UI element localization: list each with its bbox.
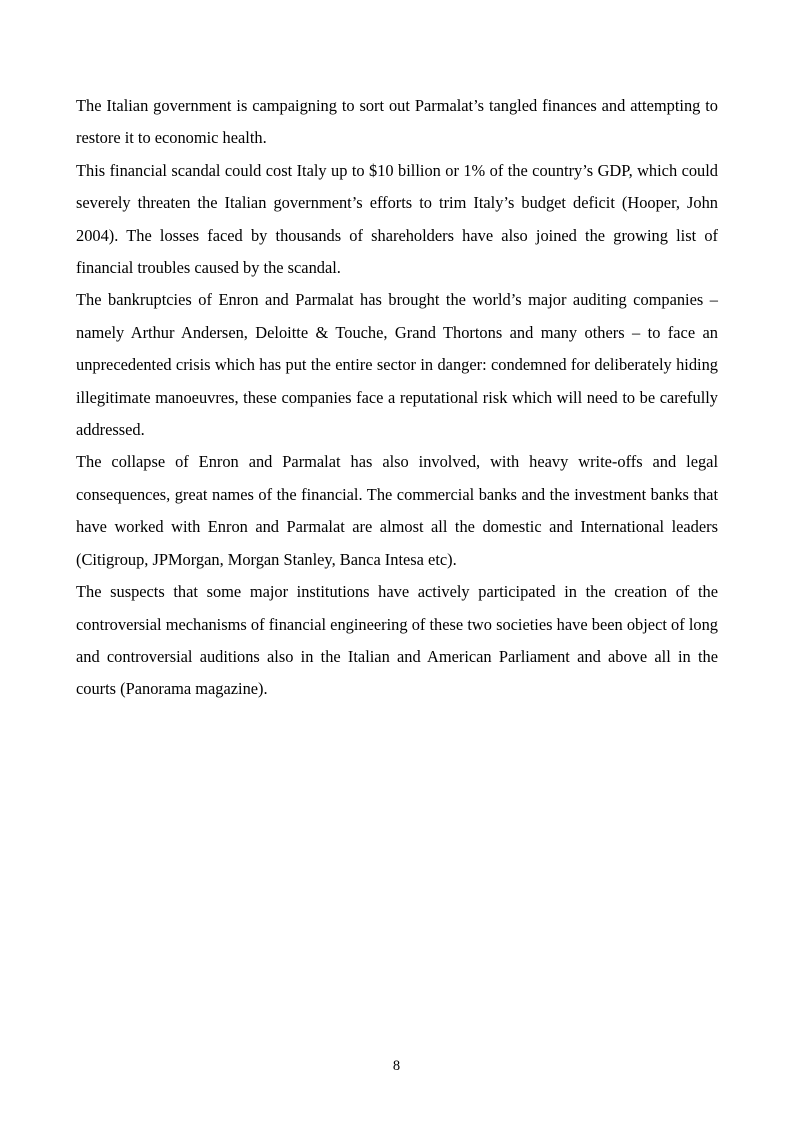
paragraph-scandal-cost: This financial scandal could cost Italy up to $10 billion or 1% of the country’s GDP, which could severely threaten the Italian government’s efforts to trim Italy’s budget deficit (Hooper, John 2004). The losses faced by thousands of shareholders have also joined the growing list of financial troubles caused by the scandal.: [76, 160, 718, 278]
page-number: 8: [392, 1058, 401, 1074]
paragraph-auditing-crisis: The bankruptcies of Enron and Parmalat has brought the world’s major auditing companies –namely Arthur Andersen, Deloitte & Touche, Grand Thortons and many others – to face an unprecedented crisis which has put the entire sector in danger: condemned for deliberately hiding illegitimate manoeuvres, these companies face a reputational risk which will need to be carefully addressed.: [76, 290, 718, 440]
paragraph-parmalat-finances: The Italian government is campaigning to sort out Parmalat’s tangled finances and attempting to restore it to economic health.: [76, 96, 718, 148]
body-text: [76, 90, 718, 706]
paragraph-banks-involved: The collapse of Enron and Parmalat has also involved, with heavy write-offs and legal consequences, great names of the financial. The commercial banks and the investment banks that have worked with Enron and Parmalat are almost all the domestic and International leaders (Citigroup, JPMorgan, Morgan Stanley, Banca Intesa etc).: [76, 452, 718, 569]
paragraph-institutions-suspects: The suspects that some major institutions have actively participated in the creation of the controversial mechanisms of financial engineering of these two societies have been object of long and controversial auditions also in the Italian and American Parliament and above all in the courts (Panorama magazine).: [76, 582, 718, 699]
